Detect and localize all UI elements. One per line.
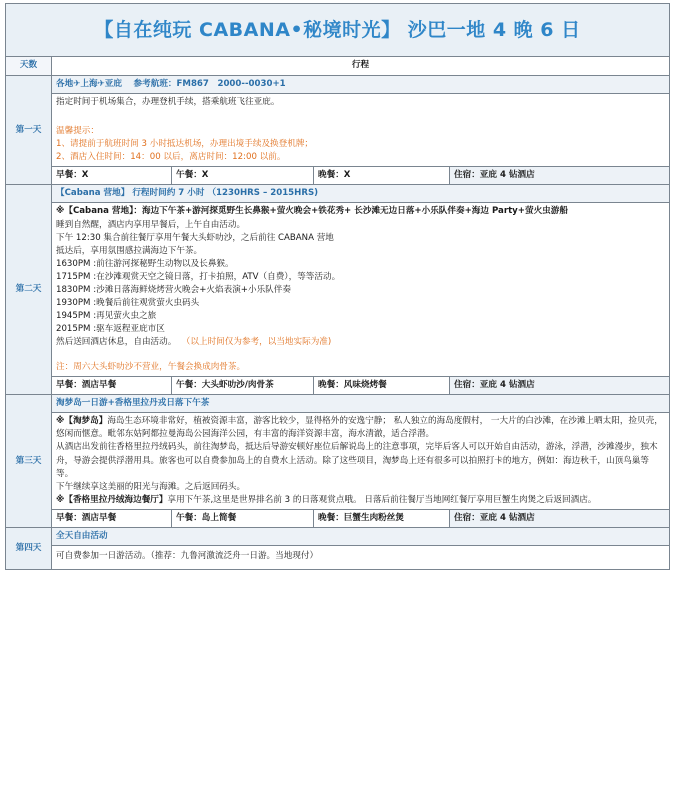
day1-heading-row (6, 76, 670, 94)
day2-line: 睡到自然醒，酒店内享用早餐后，上午自由活动。 (56, 219, 246, 230)
day4-heading: 全天自由活动 (52, 527, 670, 545)
day3-island-text: 海岛生态环境非常好，植被资源丰富，游客比较少，显得格外的安逸宁静； 私人独立的海岛度假村， 一大片的白沙滩，在沙滩上晒太阳，捡贝壳，悠闲而惬意。毗邻东姑阿都拉曼海岛公园海洋公园，有丰富的海洋资源丰富，海水清澈，适合浮潜。 (56, 416, 663, 440)
day2-closing-note: （以上时间仅为参考，以当地实际为准) (181, 337, 332, 348)
day3-heading: 淘梦岛一日游+香格里拉丹戎日落下午茶 (52, 395, 670, 413)
day3-tea-label: ※【香格里拉丹绒海边餐厅】 (56, 494, 168, 505)
day3-dinner: 晚餐：巨蟹生肉粉丝煲 (314, 509, 450, 527)
day-column-header: 天数 (6, 57, 52, 76)
day1-line: 指定时间于机场集合，办理登机手续，搭乘航班飞往亚庇。 (56, 97, 280, 108)
day1-meals-row (6, 167, 670, 185)
day1-lunch: 午餐：X (172, 167, 314, 185)
day3-detail: 从酒店出发前往香格里拉丹绒码头，前往淘梦岛，抵达后导游安顿好座位后解说岛上的注意事项，完毕后客人可以开始自由活动，游泳，浮潜，沙滩漫步，独木舟，导游会提供浮潜用具。旅客也可以自费参加岛上的自费水上活动。除了这些项目，淘梦岛上还有很多可以拍照打卡的地方，例如：海边秋千，山顶鸟巢等等。 (56, 442, 658, 479)
day2-breakfast: 早餐：酒店早餐 (52, 377, 172, 395)
day2-line: 2015PM :驱车返程亚庇市区 (56, 324, 165, 334)
day4-heading-row (6, 527, 670, 545)
day2-line: 1945PM :再见萤火虫之旅 (56, 310, 157, 321)
day2-line: 1830PM :沙滩日落海鲜烧烤营火晚会+火焰表演+小乐队伴奏 (56, 284, 291, 295)
day1-tip: 1、请提前于航班时间 3 小时抵达机场，办理出境手续及换登机牌； (56, 139, 314, 150)
day3-meals-row (6, 509, 670, 527)
day2-lunch: 午餐：大头虾叻沙/肉骨茶 (172, 377, 314, 395)
day1-content (52, 94, 670, 167)
day3-lunch: 午餐：岛上简餐 (172, 509, 314, 527)
page-title: 【自在纯玩 CABANA•秘境时光】 沙巴一地 4 晚 6 日 (94, 18, 581, 41)
itinerary-table (5, 3, 670, 570)
day3-heading-row (6, 395, 670, 413)
day2-dinner: 晚餐：风味烧烤餐 (314, 377, 450, 395)
day3-hotel: 住宿：亚庇 4 钻酒店 (450, 509, 670, 527)
day2-content (52, 203, 670, 377)
day3-island-label: ※【淘梦岛】 (56, 416, 108, 427)
day4-line: 可自费参加一日游活动。（推荐：九鲁河激流泛舟一日游。当地现付） (56, 550, 319, 561)
day3-content-row (6, 413, 670, 509)
day2-highlight: ※【Cabana 营地】：海边下午茶+游河探觅野生长鼻猴+萤火晚会+铁花秀+ 长沙滩无边日落+小乐队伴奏+海边 Party+萤火虫游船 (56, 206, 568, 217)
day2-hotel: 住宿：亚庇 4 钻酒店 (450, 377, 670, 395)
day3-label: 第三天 (6, 395, 52, 528)
day3-island-paragraph (56, 415, 665, 441)
title-cell (6, 4, 670, 57)
day2-closing: 然后送回酒店休息，自由活动。 (56, 337, 177, 348)
day1-heading: 各地✈上海✈亚庇 参考航班：FM867 2000--0030+1 (52, 76, 670, 94)
itinerary-page (5, 3, 669, 570)
day4-content (52, 545, 670, 569)
day3-content (52, 413, 670, 509)
day2-label: 第二天 (6, 185, 52, 395)
day3-tea-text: 享用下午茶,这里是世界排名前 3 的日落观赏点哦。 日落后前往餐厅当地网红餐厅享用巨蟹生肉煲之后返回酒店。 (167, 494, 597, 505)
day1-hotel: 住宿：亚庇 4 钻酒店 (450, 167, 670, 185)
table-header (6, 57, 670, 76)
day1-tips-title: 温馨提示： (56, 126, 99, 137)
day2-line: 下午 12:30 集合前往餐厅享用午餐大头虾叻沙，之后前往 CABANA 营地 (56, 232, 334, 243)
day3-afternoon: 下午继续享这美丽的阳光与海滩。之后返回码头。 (56, 481, 246, 492)
day2-line: 1715PM :在沙滩观赏天空之镜日落，打卡拍照，ATV（自费），等等活动。 (56, 271, 341, 282)
day2-heading-row (6, 185, 670, 203)
day2-closing-line (56, 336, 665, 349)
day2-line: 1930PM :晚餐后前往观赏萤火虫码头 (56, 297, 200, 308)
day3-breakfast: 早餐：酒店早餐 (52, 509, 172, 527)
day2-content-row (6, 203, 670, 377)
day2-heading: 【Cabana 营地】 行程时间约 7 小时 （1230HRS – 2015HRS) (52, 185, 670, 203)
day3-tea-paragraph (56, 494, 665, 507)
day4-content-row (6, 545, 670, 569)
day4-label: 第四天 (6, 527, 52, 569)
day2-line: 1630PM :前往游河探秘野生动物以及长鼻猴。 (56, 258, 234, 269)
day2-line: 抵达后，享用氛围感拉满海边下午茶。 (56, 245, 203, 256)
day2-note: 注：周六大头虾叻沙不营业，午餐会换成肉骨茶。 (56, 362, 246, 373)
day1-label: 第一天 (6, 76, 52, 185)
day1-breakfast: 早餐：X (52, 167, 172, 185)
day1-dinner: 晚餐：X (314, 167, 450, 185)
itinerary-column-header: 行程 (52, 57, 670, 76)
day1-tip: 2、酒店入住时间：14：00 以后，离店时间：12:00 以前。 (56, 152, 286, 163)
day1-content-row (6, 94, 670, 167)
day2-meals-row (6, 377, 670, 395)
